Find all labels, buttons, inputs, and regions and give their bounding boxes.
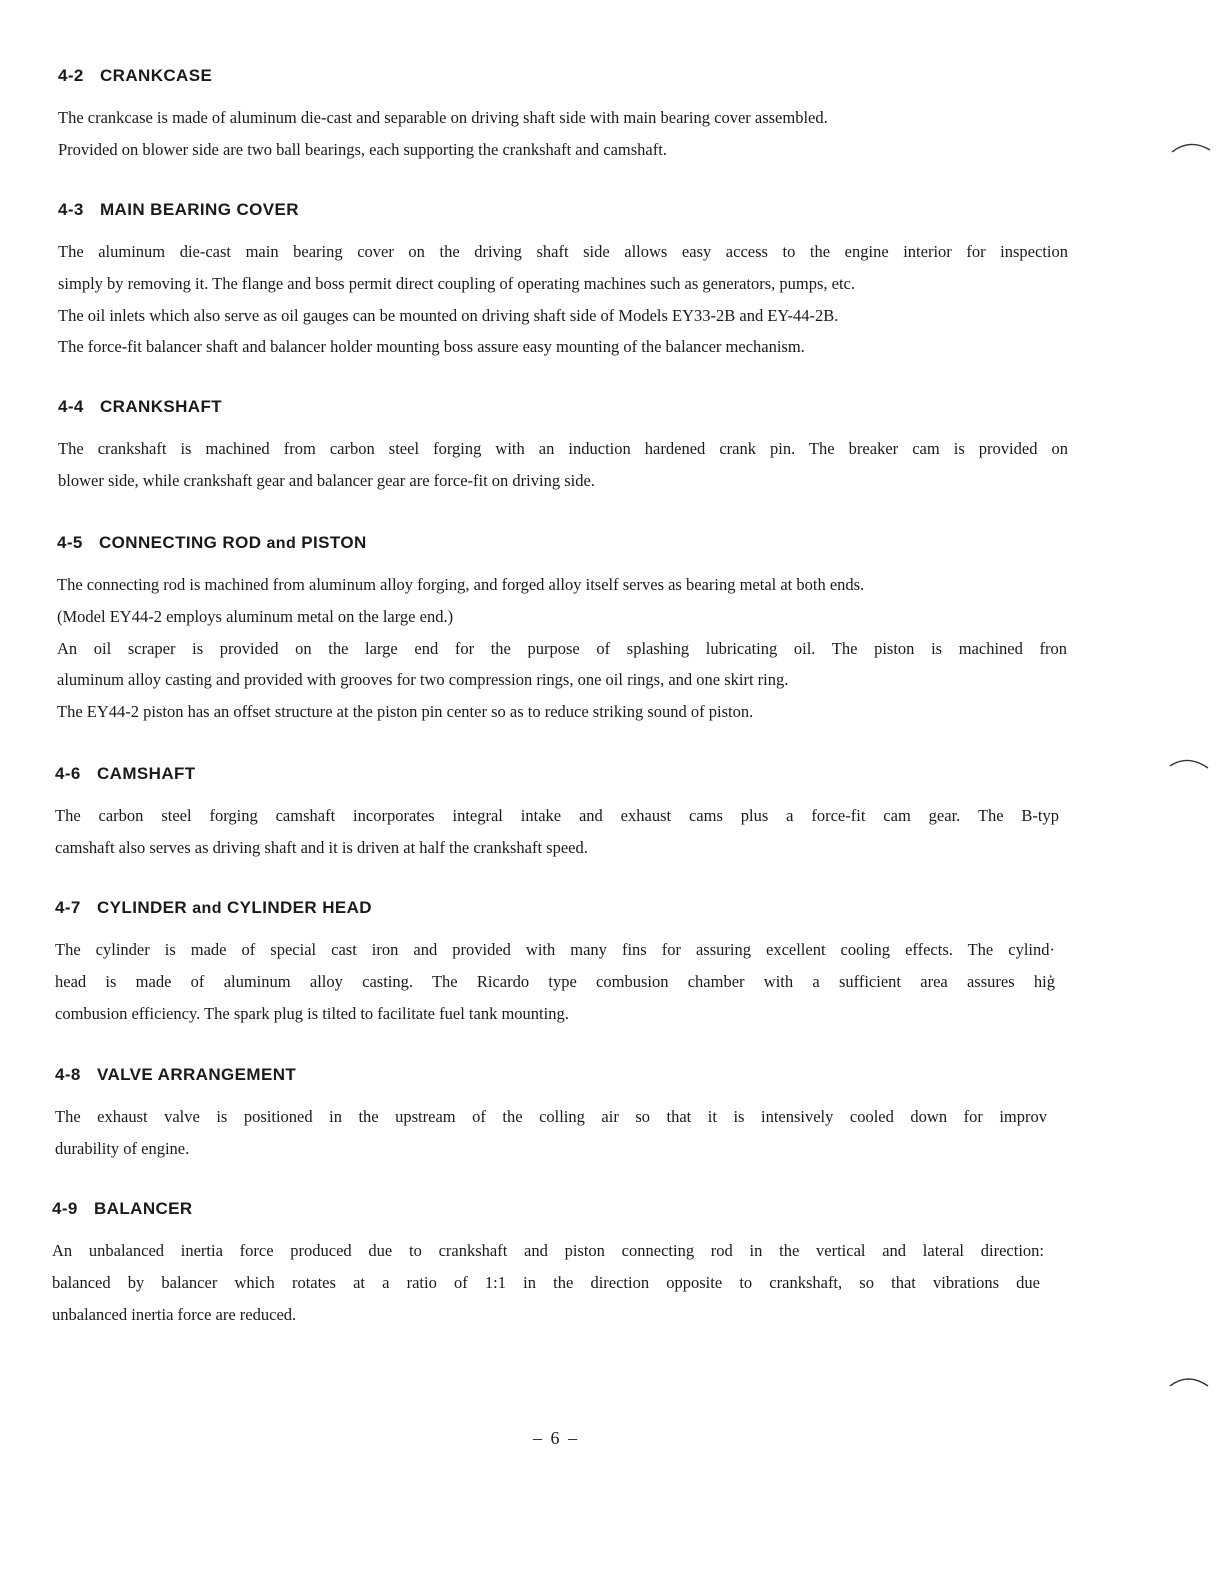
paragraph-line: The aluminum die-cast main bearing cover on the driving shaft side allows easy access to the engine interior for inspection bbox=[58, 242, 1068, 261]
section-title-part: and bbox=[266, 535, 297, 552]
section-title-part: CONNECTING ROD bbox=[99, 533, 267, 552]
section-title: VALVE ARRANGEMENT bbox=[97, 1065, 297, 1084]
section-cylinder-and-cylinder-head bbox=[55, 898, 1075, 1029]
paragraph-line: (Model EY44-2 employs aluminum metal on the large end.) bbox=[57, 606, 454, 626]
section-heading bbox=[57, 533, 1077, 553]
section-title: MAIN BEARING COVER bbox=[100, 200, 299, 219]
paragraph-line: durability of engine. bbox=[55, 1138, 190, 1158]
section-title: CRANKSHAFT bbox=[100, 397, 223, 416]
section-title-part: CYLINDER bbox=[97, 898, 193, 917]
section-heading bbox=[55, 898, 1075, 918]
section-title: BALANCER bbox=[94, 1199, 193, 1218]
section-connecting-rod-and-piston bbox=[57, 533, 1077, 728]
section-crankshaft bbox=[58, 397, 1078, 497]
section-title: CRANKCASE bbox=[100, 66, 213, 85]
section-number: 4-7 bbox=[55, 898, 81, 917]
paragraph-line: head is made of aluminum alloy casting. The Ricardo type combusion chamber with a sufficient area assures hiģ bbox=[55, 971, 1055, 991]
section-title-part: PISTON bbox=[296, 533, 367, 552]
section-title: CAMSHAFT bbox=[97, 764, 196, 783]
section-heading bbox=[55, 764, 1075, 784]
section-crankcase bbox=[58, 66, 1078, 166]
section-number: 4-6 bbox=[55, 764, 81, 783]
section-balancer bbox=[52, 1199, 1072, 1330]
section-heading bbox=[58, 200, 1078, 220]
paragraph-line: The carbon steel forging camshaft incorporates integral intake and exhaust cams plus a force-fit cam gear. The B-typ bbox=[55, 806, 1059, 825]
punch-hole-mark bbox=[1168, 756, 1212, 770]
paragraph-line: balanced by balancer which rotates at a ratio of 1:1 in the direction opposite to crankshaft, so that vibrations due bbox=[52, 1272, 1040, 1292]
section-number: 4-9 bbox=[52, 1199, 78, 1218]
section-valve-arrangement bbox=[55, 1065, 1075, 1165]
paragraph-line: blower side, while crankshaft gear and balancer gear are force-fit on driving side. bbox=[58, 470, 595, 490]
paragraph-line: combusion efficiency. The spark plug is tilted to facilitate fuel tank mounting. bbox=[55, 1003, 569, 1023]
paragraph-line: Provided on blower side are two ball bearings, each supporting the crankshaft and camshaft. bbox=[58, 139, 667, 159]
punch-hole-mark bbox=[1168, 1374, 1212, 1388]
paragraph-line: The oil inlets which also serve as oil gauges can be mounted on driving shaft side of Models EY33-2B and EY-44-2B. bbox=[58, 305, 839, 325]
paragraph-line: unbalanced inertia force are reduced. bbox=[52, 1304, 297, 1324]
section-number: 4-4 bbox=[58, 397, 84, 416]
section-heading bbox=[55, 1065, 1075, 1085]
paragraph-line: The exhaust valve is positioned in the upstream of the colling air so that it is intensively cooled down for improv bbox=[55, 1107, 1047, 1126]
section-number: 4-2 bbox=[58, 66, 84, 85]
paragraph-line: The force-fit balancer shaft and balancer holder mounting boss assure easy mounting of the balancer mechanism. bbox=[58, 337, 805, 357]
section-main-bearing-cover bbox=[58, 200, 1078, 363]
paragraph-line: The cylinder is made of special cast iron and provided with many fins for assuring excellent cooling effects. The cylind· bbox=[55, 940, 1055, 959]
section-heading bbox=[58, 66, 1078, 86]
section-title-part: CYLINDER HEAD bbox=[221, 898, 372, 917]
paragraph-line: simply by removing it. The flange and boss permit direct coupling of operating machines such as generators, pumps, etc. bbox=[58, 273, 856, 293]
section-title bbox=[97, 898, 372, 917]
section-title-part: and bbox=[192, 900, 222, 917]
paragraph-line: The crankcase is made of aluminum die-cast and separable on driving shaft side with main bearing cover assembled. bbox=[58, 108, 828, 127]
paragraph-line: The EY44-2 piston has an offset structure at the piston pin center so as to reduce striking sound of piston. bbox=[57, 702, 754, 722]
punch-hole-mark bbox=[1170, 140, 1214, 154]
paragraph-line: camshaft also serves as driving shaft and it is driven at half the crankshaft speed. bbox=[55, 837, 588, 857]
section-camshaft bbox=[55, 764, 1075, 864]
section-number: 4-5 bbox=[57, 533, 83, 552]
paragraph-line: The connecting rod is machined from aluminum alloy forging, and forged alloy itself serves as bearing metal at both ends. bbox=[57, 575, 865, 594]
section-number: 4-3 bbox=[58, 200, 84, 219]
section-heading bbox=[58, 397, 1078, 417]
paragraph-line: An unbalanced inertia force produced due to crankshaft and piston connecting rod in the vertical and lateral direction: bbox=[52, 1241, 1044, 1260]
section-title bbox=[99, 533, 367, 552]
paragraph-line: An oil scraper is provided on the large end for the purpose of splashing lubricating oil. The piston is machined fron bbox=[57, 638, 1067, 658]
section-number: 4-8 bbox=[55, 1065, 81, 1084]
page-number: – 6 – bbox=[533, 1428, 579, 1448]
paragraph-line: The crankshaft is machined from carbon steel forging with an induction hardened crank pin. The breaker cam is provided on bbox=[58, 439, 1068, 458]
paragraph-line: aluminum alloy casting and provided with grooves for two compression rings, one oil rings, and one skirt ring. bbox=[57, 670, 789, 690]
section-heading bbox=[52, 1199, 1072, 1219]
